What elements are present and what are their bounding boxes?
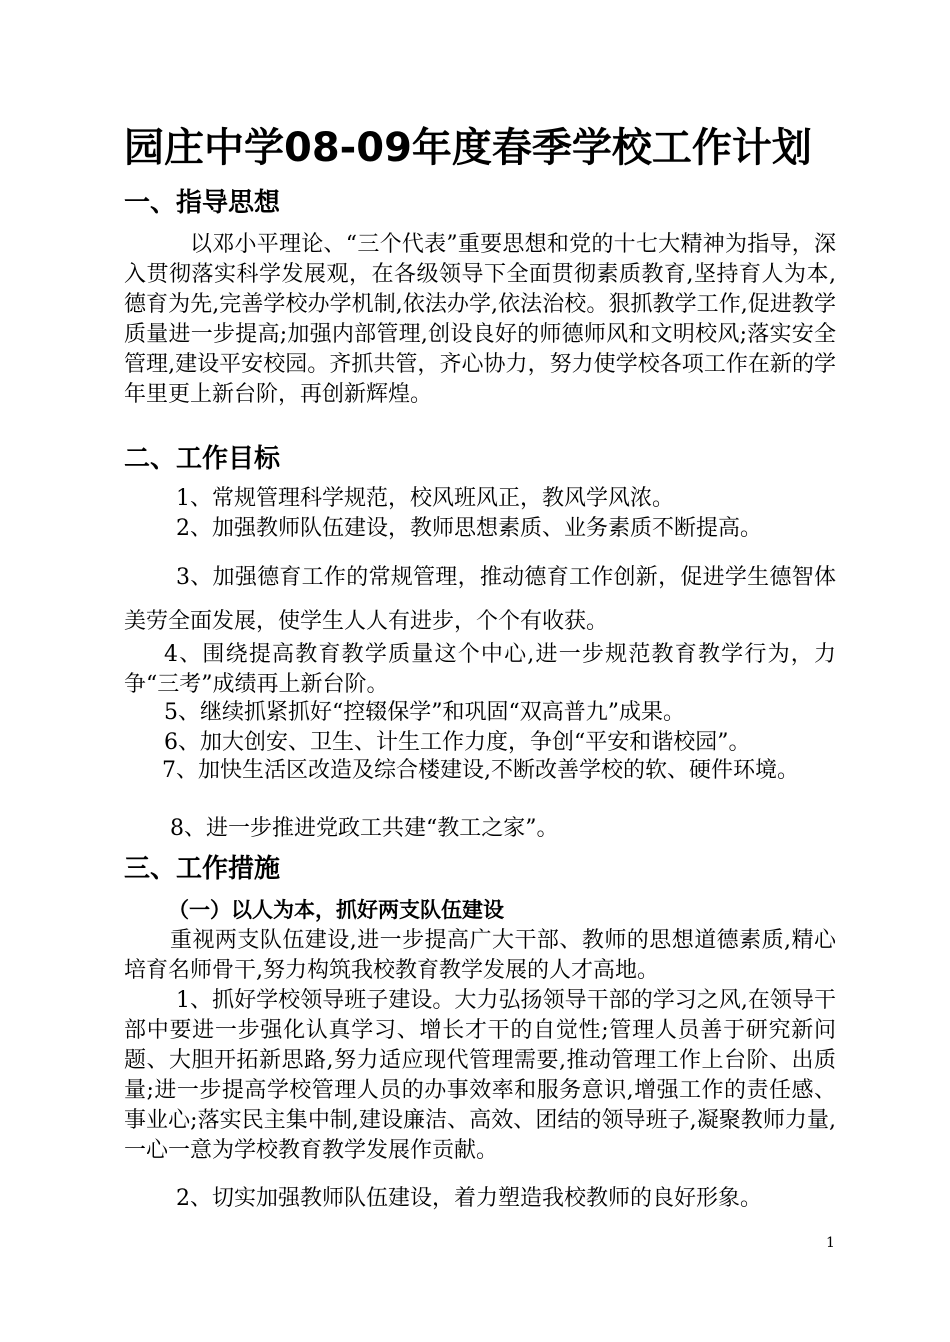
- goal-item-6: 6、加大创安、卫生、计生工作力度，争创“平安和谐校园”。: [164, 730, 751, 755]
- goal-item-3: 3、加强德育工作的常规管理，推动德育工作创新，促进学生德智体美劳全面发展，使学生人人有进步，个个有收获。: [124, 565, 836, 634]
- team-building-intro-paragraph: 重视两支队伍建设,进一步提高广大干部、教师的思想道德素质,精心培育名师骨干,努力构筑我校教育教学发展的人才高地。: [124, 928, 836, 983]
- section-heading-work-measures: 三、工作措施: [124, 854, 281, 884]
- page-number: 1: [826, 1235, 835, 1251]
- section-heading-guiding-thought: 一、指导思想: [124, 188, 281, 218]
- goal-item-2: 2、加强教师队伍建设，教师思想素质、业务素质不断提高。: [176, 516, 762, 541]
- goal-item-8: 8、进一步推进党政工共建“教工之家”。: [170, 816, 559, 841]
- goal-item-5: 5、继续抓紧抓好“控辍保学”和巩固“双高普九”成果。: [164, 700, 685, 725]
- page-title: 园庄中学08-09年度春季学校工作计划: [124, 125, 812, 171]
- guiding-thought-paragraph: 以邓小平理论、“三个代表”重要思想和党的十七大精神为指导，深入贯彻落实科学发展观，在各级领导下全面贯彻素质教育,坚持育人为本,德育为先,完善学校办学机制,依法办学,依法治校。狠抓教学工作,促进教学质量进一步提高;加强内部管理,创设良好的师德师风和文明校风;落实安全管理,建设平安校园。齐抓共管，齐心协力，努力使学校各项工作在新的学年里更上新台阶，再创新辉煌。: [124, 232, 836, 407]
- leadership-building-paragraph: 1、抓好学校领导班子建设。大力弘扬领导干部的学习之风,在领导干部中要进一步强化认真学习、增长才干的自觉性;管理人员善于研究新问题、大胆开拓新思路,努力适应现代管理需要,推动管理工作上台阶、出质量;进一步提高学校管理人员的办事效率和服务意识,增强工作的责任感、事业心;落实民主集中制,建设廉洁、高效、团结的领导班子,凝聚教师力量,一心一意为学校教育教学发展作贡献。: [124, 988, 836, 1163]
- section-heading-work-goals: 二、工作目标: [124, 444, 281, 474]
- subsection-heading-team-building: （一）以人为本，抓好两支队伍建设: [168, 898, 504, 922]
- goal-item-1: 1、常规管理科学规范，校风班风正，教风学风浓。: [176, 486, 674, 511]
- goal-item-4: 4、围绕提高教育教学质量这个中心,进一步规范教育教学行为，力争“三考”成绩再上新台阶。: [124, 642, 836, 697]
- teacher-team-paragraph: 2、切实加强教师队伍建设，着力塑造我校教师的良好形象。: [176, 1186, 762, 1211]
- goal-item-7: 7、加快生活区改造及综合楼建设,不断改善学校的软、硬件环境。: [162, 758, 799, 783]
